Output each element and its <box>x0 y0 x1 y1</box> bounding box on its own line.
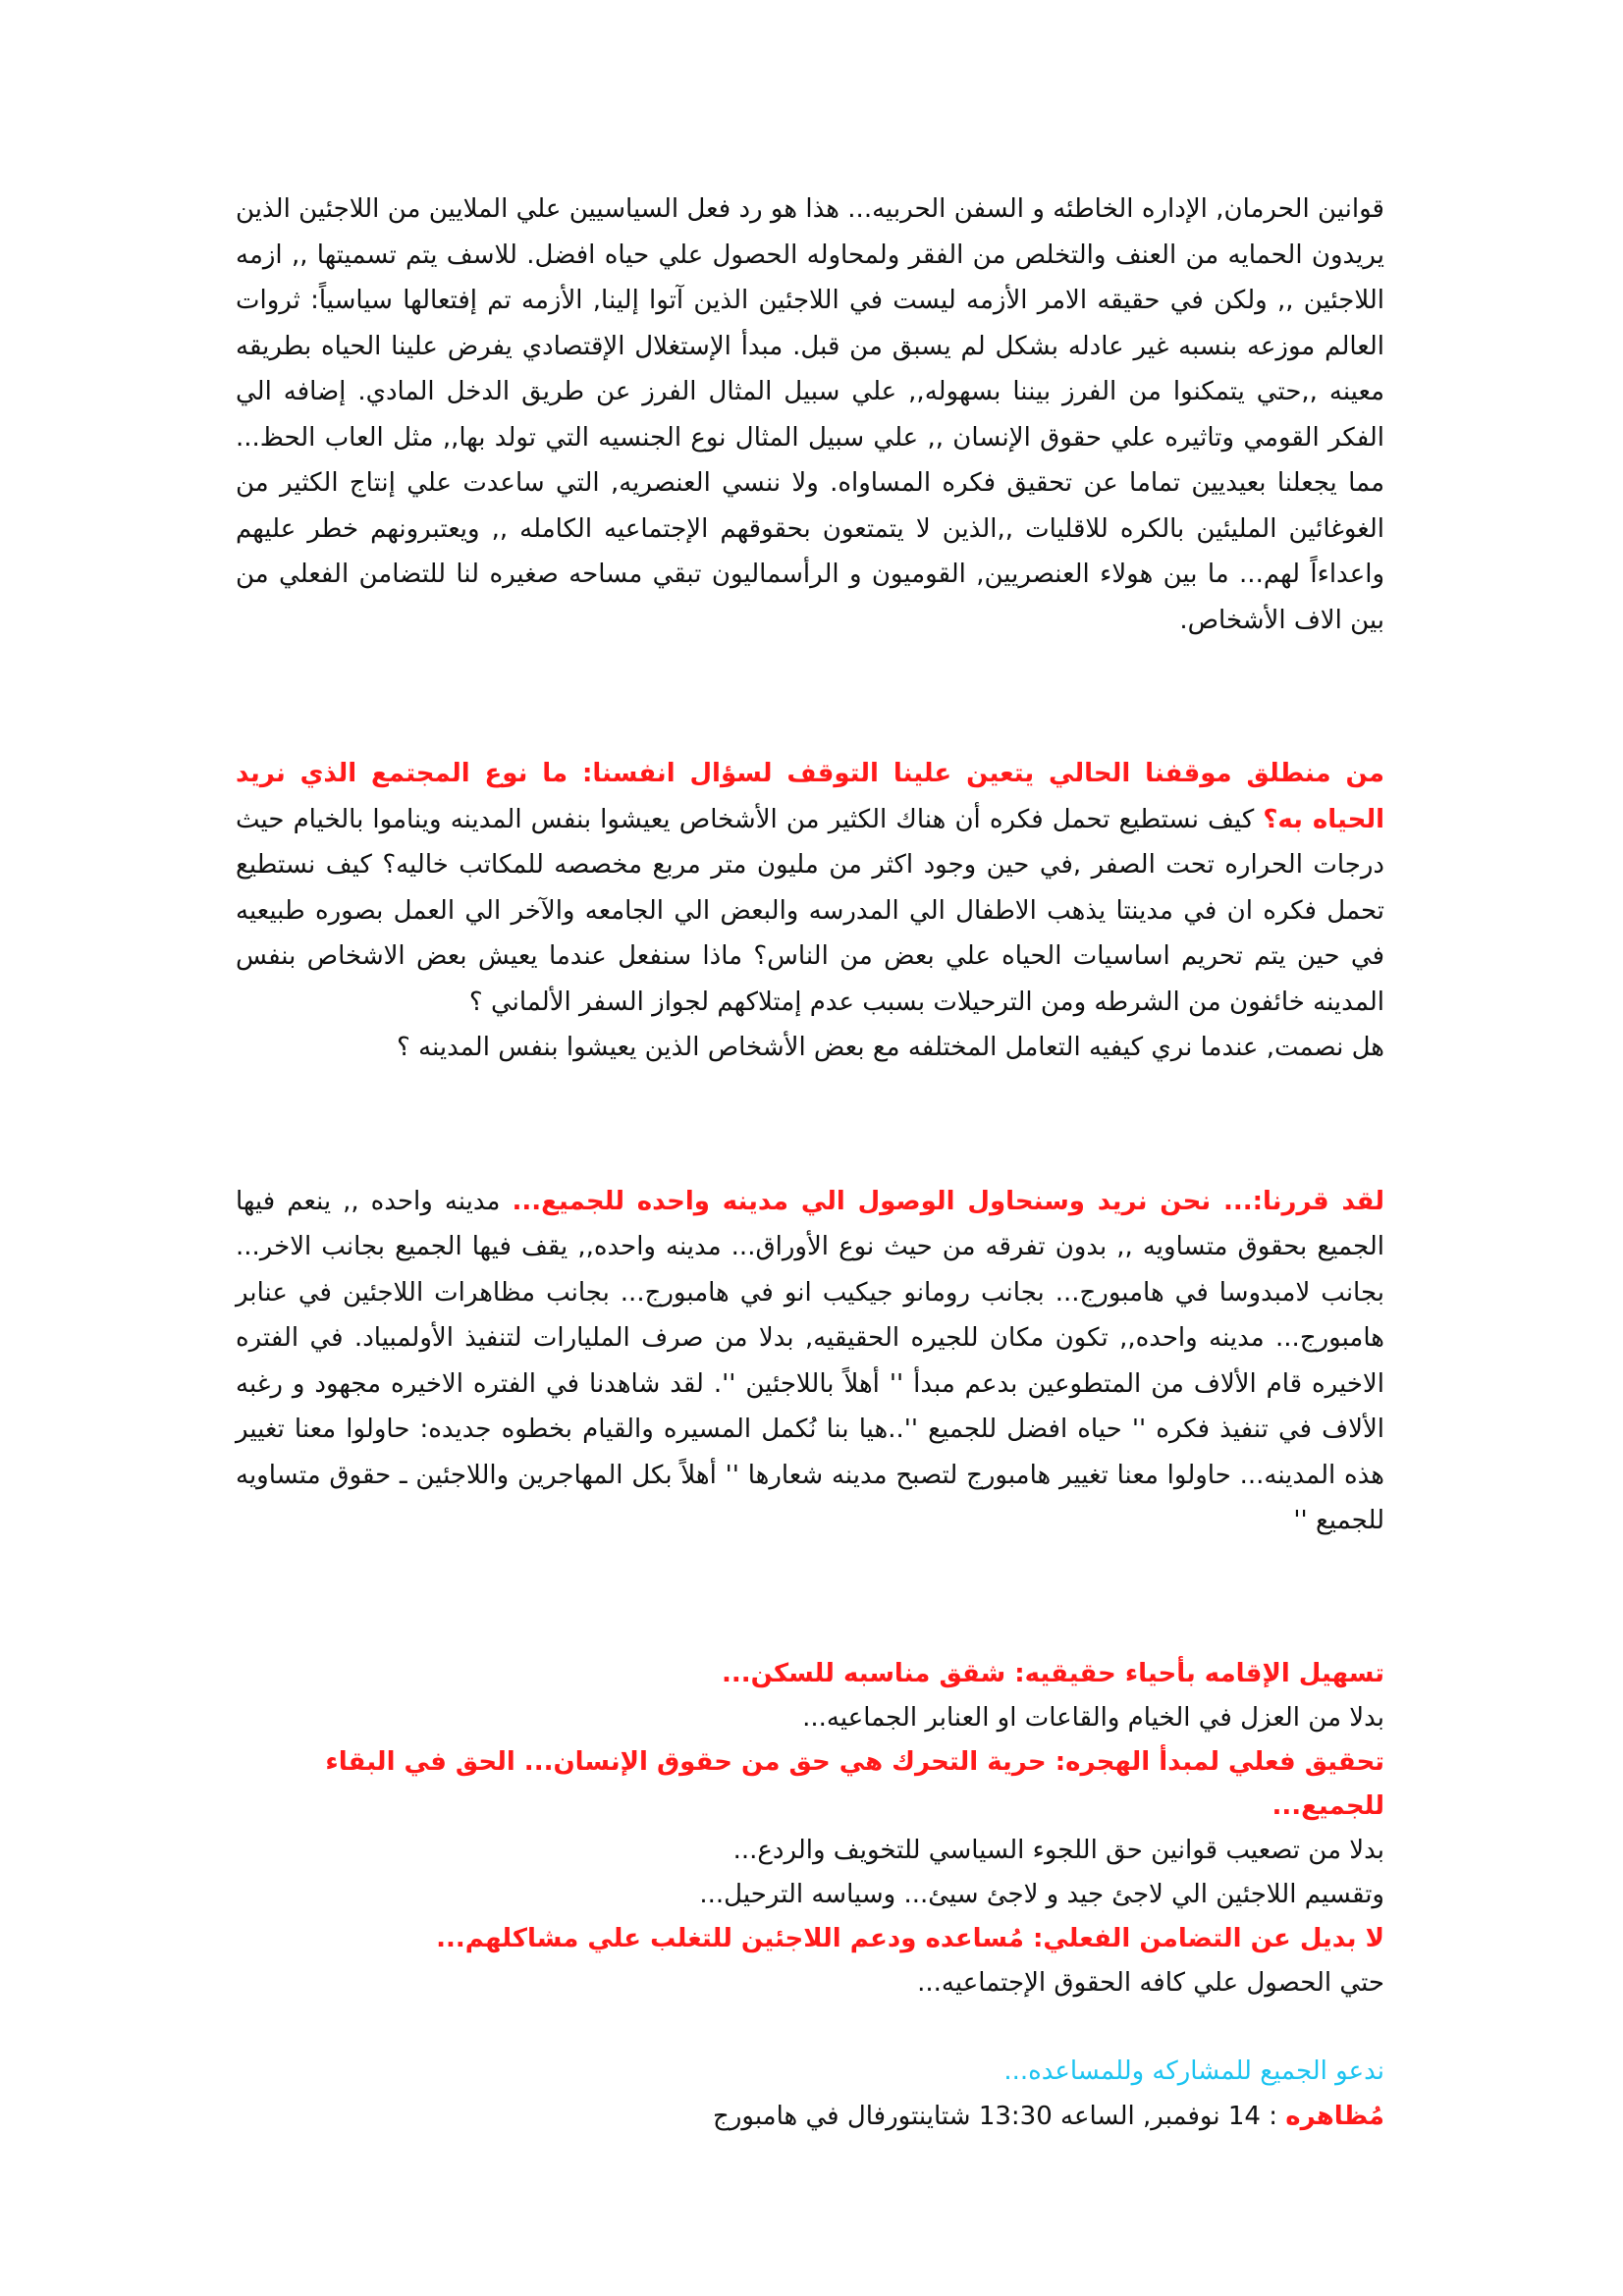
question-paragraph <box>236 751 1384 1071</box>
demand-migration-heading: تحقيق فعلي لمبدأ الهجره: حرية التحرك هي حق من حقوق الإنسان... الحق في البقاء للجميع... <box>325 1746 1384 1821</box>
decision-paragraph <box>236 1179 1384 1544</box>
decision-heading: لقد قررنا:... نحن نريد وسنحاول الوصول الي مدينه واحده للجميع... <box>512 1186 1384 1216</box>
intro-paragraph-text: قوانين الحرمان, الإداره الخاطئه و السفن الحربيه... هذا هو رد فعل السياسيين علي الملايين من اللاجئين الذين يريدون الحمايه من العنف والتخلص من الفقر ولمحاوله الحصول علي حياه افضل. للاسف يتم تسميتها ,, ازمه اللاجئين ,, ولكن في حقيقه الامر الأزمه ليست في اللاجئين الذين آتوا إلينا, الأزمه تم إفتعالها سياسياً: ثروات العالم موزعه بنسبه غير عادله بشكل لم يسبق من قبل. مبدأ الإستغلال الإقتصادي يفرض علينا الحياه بطريقه معينه ,,حتي يتمكنوا من الفرز بيننا بسهوله,, علي سبيل المثال الفرز عن طريق الدخل المادي. إضافه الي الفكر القومي وتاثيره علي حقوق الإنسان ,, علي سبيل المثال نوع الجنسيه التي تولد بها,, مثل العاب الحظ... مما يجعلنا بعيديين تماما عن تحقيق فكره المساواه. ولا ننسي العنصريه, التي ساعدت علي إنتاج الكثير من الغوغائين المليئين بالكره للاقليات ,,الذين لا يتمتعون بحقوقهم الإجتماعيه الكامله ,, ويعتبرونهم خطر عليهم واعداءاً لهم... ما بين هولاء العنصريين, القوميون و الرأسماليون تبقي مساحه صغيره لنا للتضامن الفعلي من بين الاف الأشخاص. <box>236 194 1384 635</box>
call-to-action <box>236 2049 1384 2139</box>
demand-housing-heading: تسهيل الإقامه بأحياء حقيقيه: شقق مناسبه للسكن... <box>721 1658 1384 1688</box>
demand-migration-body-1: بدلا من تصعيب قوانين حق اللجوء السياسي للتخويف والردع... <box>732 1835 1384 1865</box>
demand-solidarity-body: حتي الحصول علي كافه الحقوق الإجتماعيه... <box>917 1967 1384 1998</box>
flyer-page <box>236 187 1384 2139</box>
question-body: كيف نستطيع تحمل فكره أن هناك الكثير من الأشخاص يعيشوا بنفس المدينه ويناموا بالخيام حيث درجات الحراره تحت الصفر ,في حين وجود اكثر من مليون متر مربع مخصصه للمكاتب خاليه؟ كيف نستطيع تحمل فكره ان في مدينتا يذهب الاطفال الي المدرسه والبعض الي الجامعه والآخر الي العمل بصوره طبيعيه في حين يتم تحريم اساسيات الحياه علي بعض من الناس؟ ماذا سنفعل عندما يعيش بعض الاشخاص بنفس المدينه خائفون من الشرطه ومن الترحيلات بسبب عدم إمتلاكهم لجواز السفر الألماني ؟ <box>236 804 1384 1017</box>
question-last-line: هل نصمت, عندما نري كيفيه التعامل المختلفه مع بعض الأشخاص الذين يعيشوا بنفس المدينه ؟ <box>397 1033 1384 1062</box>
demand-housing-body: بدلا من العزل في الخيام والقاعات او العنابر الجماعيه... <box>802 1702 1384 1733</box>
demand-migration-body-2: وتقسيم اللاجئين الي لاجئ جيد و لاجئ سيئ... وسياسه الترحيل... <box>699 1879 1384 1909</box>
decision-body: مدينه واحده ,, ينعم فيها الجميع بحقوق متساويه ,, بدون تفرقه من حيث نوع الأوراق... مدينه واحده,, يقف فيها الجميع بجانب الاخر... بجانب لامبدوسا في هامبورج... بجانب رومانو جيكيب انو في هامبورج... بجانب مظاهرات اللاجئين في عنابر هامبورج... مدينه واحده,, تكون مكان للجيره الحقيقيه, بدلا من صرف المليارات لتنفيذ الأولمبياد. في الفتره الاخيره قام الألاف من المتطوعين بدعم مبدأ '' أهلاً باللاجئين ''. لقد شاهدنا في الفتره الاخيره مجهود و رغبه الألاف في تنفيذ فكره '' حياه افضل للجميع ''..هيا بنا نُكمل المسيره والقيام بخطوه جديده: حاولوا معنا تغيير هذه المدينه... حاولوا معنا تغيير هامبورج لتصبح مدينه شعارها '' أهلاً بكل المهاجرين واللاجئين ـ حقوق متساويه للجميع '' <box>236 1186 1384 1535</box>
demand-solidarity-heading: لا بديل عن التضامن الفعلي: مُساعده ودعم اللاجئين للتغلب علي مشاكلهم... <box>436 1923 1384 1953</box>
demands-list <box>236 1652 1384 2005</box>
demo-label: مُظاهره <box>1285 2101 1384 2131</box>
invite-line: ندعو الجميع للمشاركه وللمساعده... <box>1003 2056 1384 2086</box>
demo-line <box>236 2094 1384 2139</box>
question-heading: من منطلق موقفنا الحالي يتعين علينا التوقف لسؤال انفسنا: ما نوع المجتمع الذي نريد الحياه به؟ <box>236 759 1384 834</box>
intro-paragraph <box>236 187 1384 643</box>
demo-details: : 14 نوفمبر, الساعه 13:30 شتاينتورفال في هامبورج <box>713 2101 1286 2131</box>
